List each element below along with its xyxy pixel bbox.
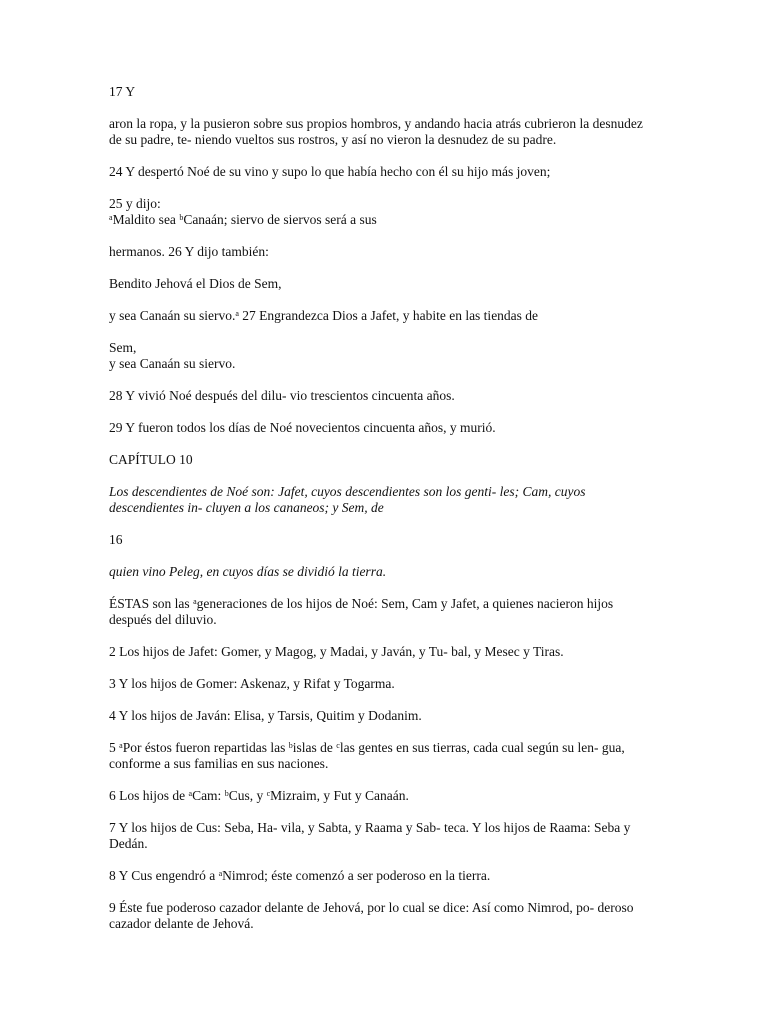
paragraph: y sea Canaán su siervo.$^a$ 27 Engrandezca Dios a Jafet, y habite en las tiendas de <box>109 308 539 323</box>
document-page <box>109 84 649 948</box>
paragraph: 4 Y los hijos de Javán: Elisa, y Tarsis, Quitim y Dodanim. <box>109 708 422 723</box>
paragraph: 6 Los hijos de $^a$Cam: $^b$Cus, y $^c$Mizraim, y Fut y Canaán. <box>109 788 409 803</box>
chapter-summary-continued: quien vino Peleg, en cuyos días se dividió la tierra. <box>109 564 387 579</box>
paragraph: Sem, y sea Canaán su siervo. <box>109 340 236 371</box>
paragraph: 24 Y despertó Noé de su vino y supo lo que había hecho con él su hijo más joven; <box>109 164 551 179</box>
paragraph: 25 y dijo: $^a$Maldito sea $^b$Canaán; siervo de siervos será a sus <box>109 196 377 227</box>
paragraph: aron la ropa, y la pusieron sobre sus propios hombros, y andando hacia atrás cubrieron la desnudez de su padre, te- niendo vueltos sus rostros, y así no vieron la desnudez de su padre. <box>109 116 643 147</box>
paragraph: hermanos. 26 Y dijo también: <box>109 244 269 259</box>
paragraph: 7 Y los hijos de Cus: Seba, Ha- vila, y Sabta, y Raama y Sab- teca. Y los hijos de Raama: Seba y Dedán. <box>109 820 631 851</box>
paragraph: 2 Los hijos de Jafet: Gomer, y Magog, y Madai, y Javán, y Tu- bal, y Mesec y Tiras. <box>109 644 564 659</box>
paragraph: 3 Y los hijos de Gomer: Askenaz, y Rifat y Togarma. <box>109 676 395 691</box>
page-number: 16 <box>109 532 123 547</box>
paragraph: Bendito Jehová el Dios de Sem, <box>109 276 282 291</box>
chapter-summary: Los descendientes de Noé son: Jafet, cuyos descendientes son los genti- les; Cam, cuyos descendientes in- cluyen a los cananeos; y Sem, de <box>109 484 586 515</box>
paragraph: 29 Y fueron todos los días de Noé novecientos cincuenta años, y murió. <box>109 420 496 435</box>
paragraph: 8 Y Cus engendró a $^a$Nimrod; éste comenzó a ser poderoso en la tierra. <box>109 868 491 883</box>
paragraph: 9 Éste fue poderoso cazador delante de Jehová, por lo cual se dice: Así como Nimrod, po- deroso cazador delante de Jehová. <box>109 900 634 931</box>
chapter-heading: CAPÍTULO 10 <box>109 452 193 467</box>
paragraph: ÉSTAS son las $^a$generaciones de los hijos de Noé: Sem, Cam y Jafet, a quienes nacieron hijos después del diluvio. <box>109 596 614 627</box>
paragraph: 5 $^a$Por éstos fueron repartidas las $^b$islas de $^c$las gentes en sus tierras, cada cual según su len- gua, conforme a sus familias en sus naciones. <box>109 740 625 771</box>
paragraph: 17 Y <box>109 84 136 99</box>
paragraph: 28 Y vivió Noé después del dilu- vio trescientos cincuenta años. <box>109 388 455 403</box>
